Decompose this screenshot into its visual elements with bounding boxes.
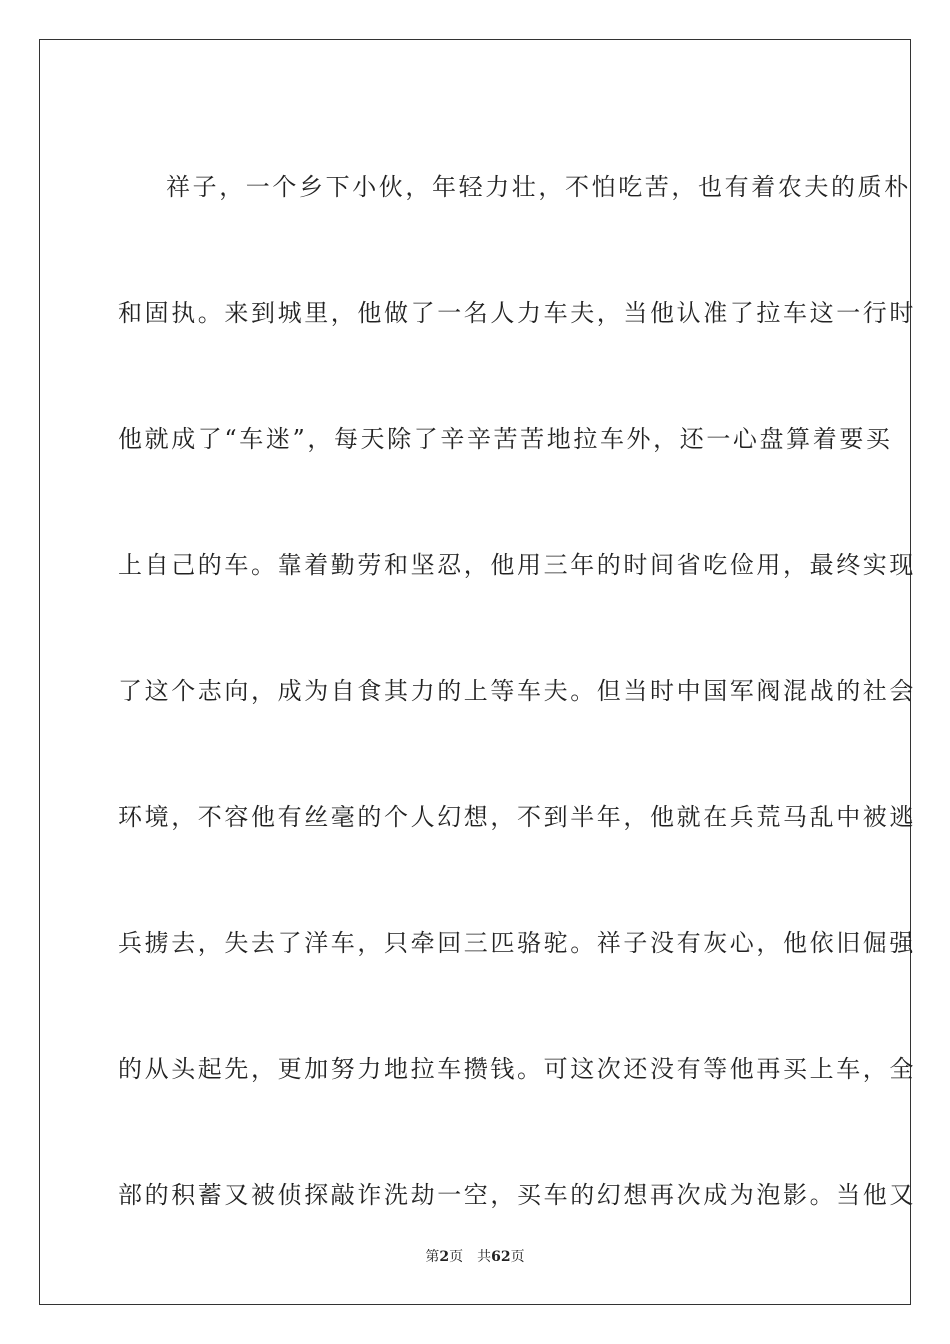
text-line: 上自己的车。靠着勤劳和坚忍，他用三年的时间省吃俭用，最终实现 (118, 551, 916, 579)
page-suffix: 页 (449, 1249, 464, 1265)
text-line: 兵掳去，失去了洋车，只牵回三匹骆驼。祥子没有灰心，他依旧倔强 (118, 929, 916, 957)
text-line: 环境，不容他有丝毫的个人幻想，不到半年，他就在兵荒马乱中被逃 (118, 803, 916, 831)
total-suffix: 页 (510, 1249, 525, 1265)
total-page-count: 62 (491, 1249, 511, 1265)
body-text (118, 124, 916, 1258)
text-line: 祥子，一个乡下小伙，年轻力壮，不怕吃苦，也有着农夫的质朴 (166, 173, 911, 201)
current-page-number: 2 (439, 1249, 450, 1265)
text-line: 部的积蓄又被侦探敲诈洗劫一空，买车的幻想再次成为泡影。当他又 (118, 1181, 916, 1209)
total-prefix: 共 (477, 1249, 492, 1265)
text-line: 和固执。来到城里，他做了一名人力车夫，当他认准了拉车这一行时 (118, 299, 916, 327)
text-line: 了这个志向，成为自食其力的上等车夫。但当时中国军阀混战的社会 (118, 677, 916, 705)
text-line: 他就成了“车迷”，每天除了辛辛苦苦地拉车外，还一心盘算着要买 (118, 425, 893, 453)
page-prefix: 第 (425, 1249, 440, 1265)
text-line: 的从头起先，更加努力地拉车攒钱。可这次还没有等他再买上车，全 (118, 1055, 916, 1083)
page-footer (0, 1246, 950, 1266)
